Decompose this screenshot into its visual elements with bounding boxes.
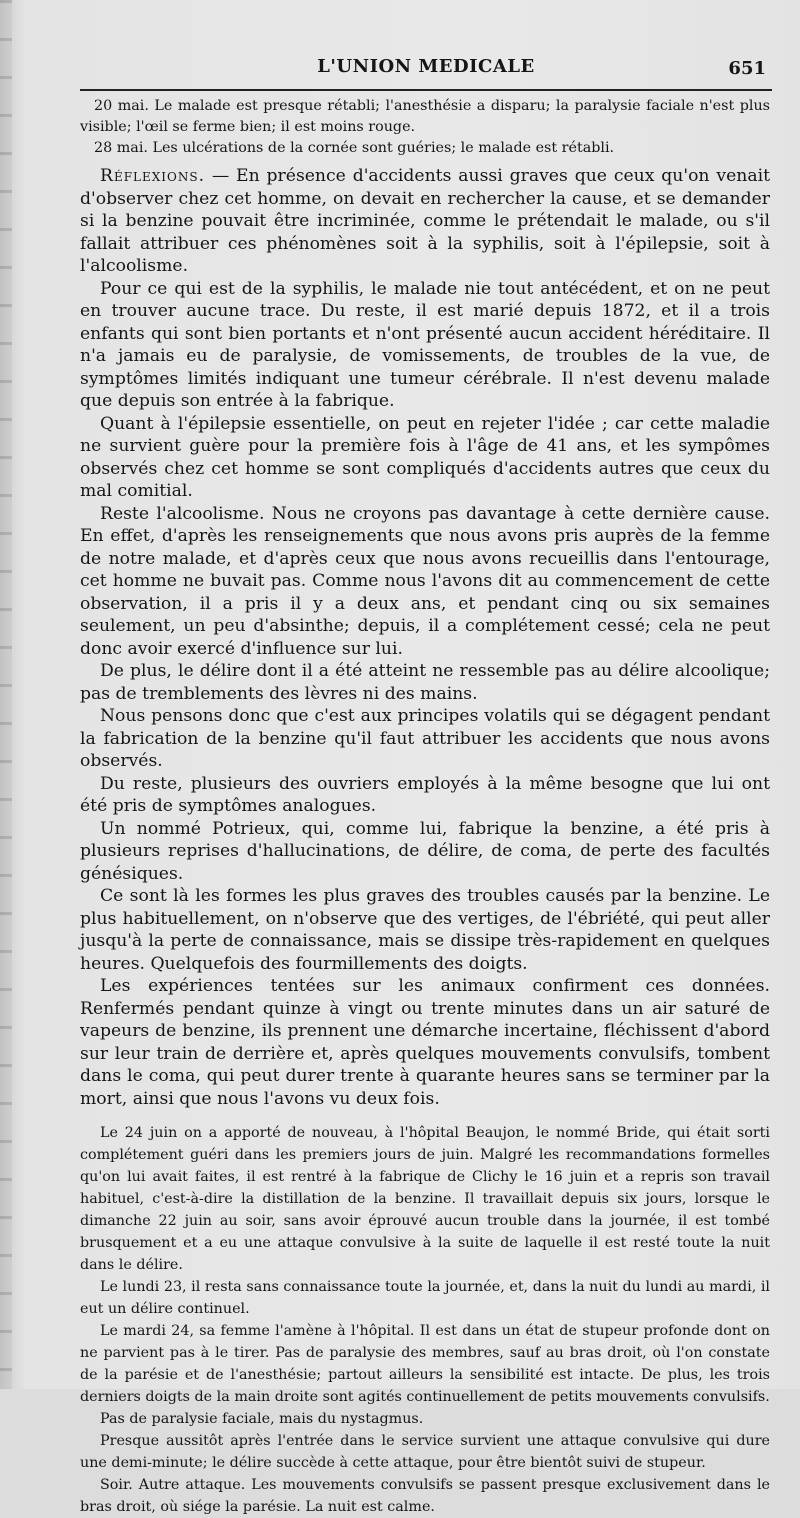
- reflexions-label: Réflexions.: [100, 166, 206, 186]
- case-note: 20 mai. Le malade est presque rétabli; l'anesthésie a disparu; la paralysie faciale n'est plus visible; l'œil se ferme bien; il est moins rouge.: [80, 98, 770, 135]
- body-paragraph: Ce sont là les formes les plus graves des troubles causés par la benzine. Le plus habituellement, on n'observe que des vertiges, de l'ébriété, qui peut aller jusqu'à la perte de connaissance, mais se dissipe très-rapidement en quelques heures. Quelquefois des fourmillements des doigts.: [80, 886, 770, 974]
- page-binding-edge: [0, 0, 12, 1389]
- case-notes-top: [80, 96, 770, 159]
- case-note: Le 24 juin on a apporté de nouveau, à l'hôpital Beaujon, le nommé Bride, qui était sorti complétement guéri dans les premiers jours de juin. Malgré les recommandations formelles qu'on lui avait faites, il est rentré à la fabrique de Clichy le 16 juin et a repris son travail habituel, c'est-à-dire la distillation de la benzine. Il travaillait depuis six jours, lorsque le dimanche 22 juin au soir, sans avoir éprouvé aucun trouble dans la journée, il est tombé brusquement et a eu une attaque convulsive à la suite de laquelle il est resté toute la nuit dans le délire.: [80, 1125, 770, 1273]
- body-paragraph: Nous pensons donc que c'est aux principes volatils qui se dégagent pendant la fabrication de la benzine qu'il faut attribuer les accidents que nous avons observés.: [80, 706, 770, 771]
- body-paragraph: Les expériences tentées sur les animaux confirment ces données. Renfermés pendant quinze à vingt ou trente minutes dans un air saturé de vapeurs de benzine, ils prennent une démarche incertaine, fléchissent d'abord sur leur train de derrière et, après quelques mouvements convulsifs, tombent dans le coma, qui peut durer trente à quarante heures sans se terminer par la mort, ainsi que nous l'avons vu deux fois.: [80, 976, 770, 1109]
- case-note: Le lundi 23, il resta sans connaissance toute la journée, et, dans la nuit du lundi au mardi, il eut un délire continuel.: [80, 1279, 770, 1317]
- reflexions-first-paragraph: [80, 165, 770, 278]
- page-header: [80, 50, 772, 90]
- running-title: L'UNION MEDICALE: [317, 56, 535, 77]
- page-number: 651: [728, 58, 766, 79]
- body-paragraph: Du reste, plusieurs des ouvriers employés à la même besogne que lui ont été pris de symptômes analogues.: [80, 773, 770, 816]
- body-paragraph: Un nommé Potrieux, qui, comme lui, fabrique la benzine, a été pris à plusieurs reprises d'hallucinations, de délire, de coma, de perte des facultés génésiques.: [80, 818, 770, 884]
- case-notes-bottom: [80, 1122, 770, 1518]
- case-note: Presque aussitôt après l'entrée dans le service survient une attaque convulsive qui dure une demi-minute; le délire succède à cette attaque, pour être bientôt suivi de stupeur.: [80, 1433, 770, 1471]
- case-note: Le mardi 24, sa femme l'amène à l'hôpital. Il est dans un état de stupeur profonde dont on ne parvient pas à le tirer. Pas de paralysie des membres, sauf au bras droit, où l'on constate de la parésie et de l'anesthésie; partout ailleurs la sensibilité est intacte. De plus, les trois derniers doigts de la main droite sont agités continuellement de petits mouvements convulsifs.: [80, 1323, 770, 1405]
- case-note: 28 mai. Les ulcérations de la cornée sont guéries; le malade est rétabli.: [94, 140, 615, 156]
- body-paragraph: Pour ce qui est de la syphilis, le malade nie tout antécédent, et on ne peut en trouver aucune trace. Du reste, il est marié depuis 1872, et il a trois enfants qui sont bien portants et n'ont présenté aucun accident héréditaire. Il n'a jamais eu de paralysie, de vomissements, de troubles de la vue, de symptômes limités indiquant une tumeur cérébrale. Il n'est devenu malade que depuis son entrée à la fabrique.: [80, 278, 770, 411]
- header-rule: [80, 89, 772, 91]
- reflexions-first-text: — En présence d'accidents aussi graves que ceux qu'on venait d'observer chez cet homme, on devait en rechercher la cause, et se demander si la benzine pouvait être incriminée, comme le prétendait le malade, ou s'il fallait attribuer ces phénomènes soit à la syphilis, soit à l'épilepsie, soit à l'alcoolisme.: [80, 166, 770, 276]
- body-paragraph: Quant à l'épilepsie essentielle, on peut en rejeter l'idée ; car cette maladie ne survient guère pour la première fois à l'âge de 41 ans, et les sympômes observés chez cet homme se sont compliqués d'accidents autres que ceux du mal comitial.: [80, 413, 770, 501]
- page-body: [80, 96, 770, 1518]
- body-paragraph: Reste l'alcoolisme. Nous ne croyons pas davantage à cette dernière cause. En effet, d'après les renseignements que nous avons pris auprès de la femme de notre malade, et d'après ceux que nous avons recueillis dans l'entourage, cet homme ne buvait pas. Comme nous l'avons dit au commencement de cette observation, il a pris il y a deux ans, et pendant cinq ou six semaines seulement, un peu d'absinthe; depuis, il a complétement cessé; cela ne peut donc avoir exercé d'influence sur lui.: [80, 503, 770, 659]
- reflexions-section: [80, 165, 770, 1110]
- case-note: Pas de paralysie faciale, mais du nystagmus.: [100, 1411, 424, 1427]
- case-note: Soir. Autre attaque. Les mouvements convulsifs se passent presque exclusivement dans le bras droit, où siége la parésie. La nuit est calme.: [80, 1477, 770, 1515]
- body-paragraph: De plus, le délire dont il a été atteint ne ressemble pas au délire alcoolique; pas de tremblements des lèvres ni des mains.: [80, 661, 770, 704]
